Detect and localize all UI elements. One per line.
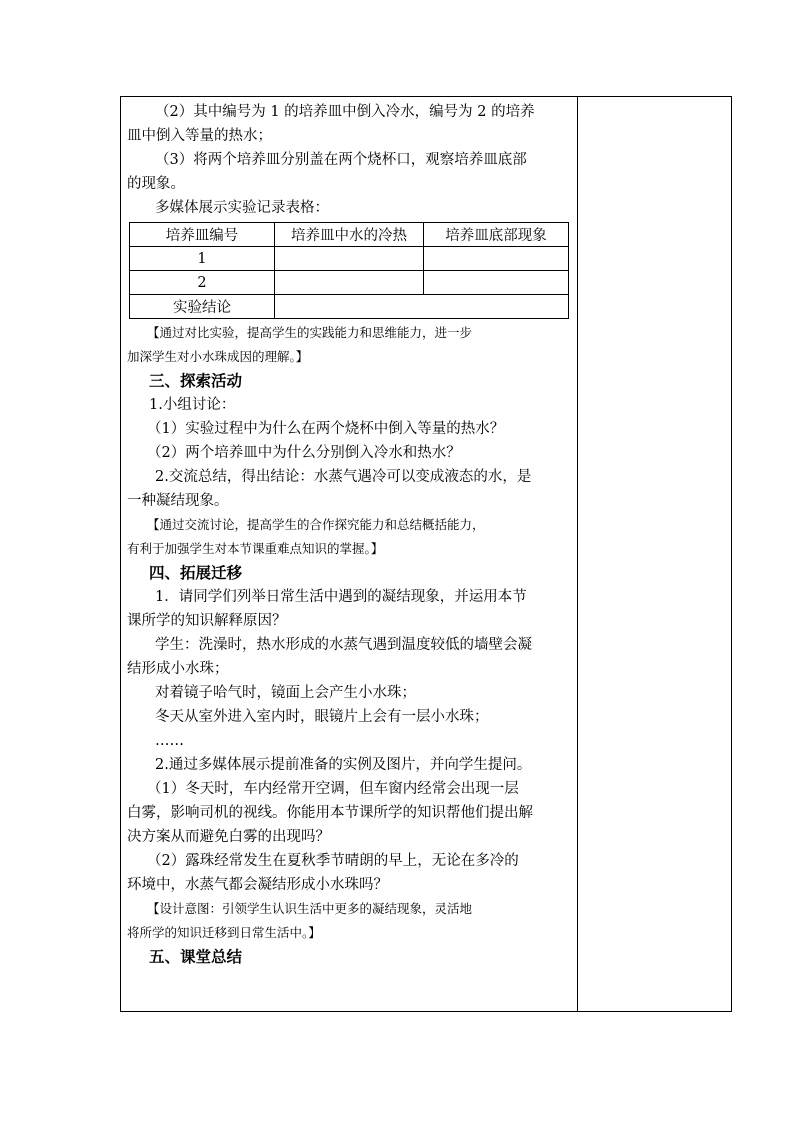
ellipsis: ……: [155, 733, 184, 749]
design-note-3-line-2: 将所学的知识迁移到日常生活中。】: [127, 925, 321, 940]
design-note-1-line-1: 【通过对比实验，提高学生的实践能力和思维能力，进一步: [147, 325, 473, 340]
question-2: （2）两个培养皿中为什么分别倒入冷水和热水？: [147, 445, 461, 461]
table-row: [130, 271, 569, 295]
column-divider: [577, 97, 578, 1011]
conclusion-label: 实验结论: [130, 295, 275, 319]
example-glasses: 冬天从室外进入室内时，眼镜片上会有一层小水珠；: [155, 709, 489, 725]
extension-2: 2.通过多媒体展示提前准备的实例及图片，并向学生提问。: [155, 757, 532, 773]
summary-line-2: 一种凝结现象。: [127, 493, 229, 509]
dew-question-line-2: 环境中，水蒸气都会凝结形成小水珠吗？: [127, 877, 388, 893]
winter-question-line-1: （1）冬天时，车内经常开空调，但车窗内经常会出现一层: [147, 781, 519, 797]
table-intro: 多媒体展示实验记录表格：: [155, 200, 329, 216]
row-1-phenomenon: [424, 247, 569, 271]
extension-1-line-1: 1．请同学们列举日常生活中遇到的凝结现象，并运用本节: [155, 589, 527, 605]
group-discussion: 1.小组讨论：: [149, 397, 236, 413]
row-1-temp: [275, 247, 424, 271]
student-answer-line-1: 学生：洗澡时，热水形成的水蒸气遇到温度较低的墙壁会凝: [155, 637, 532, 653]
row-2-temp: [275, 271, 424, 295]
row-1-number: 1: [130, 247, 275, 271]
design-note-3-line-1: 【设计意图：引领学生认识生活中更多的凝结现象，灵活地: [147, 901, 473, 916]
row-2-phenomenon: [424, 271, 569, 295]
extension-1-line-2: 课所学的知识解释原因？: [127, 613, 287, 629]
experiment-record-table: [129, 222, 569, 319]
student-answer-line-2: 结形成小水珠；: [127, 661, 229, 677]
header-bottom-phenomenon: 培养皿底部现象: [424, 223, 569, 247]
step-3-line-2: 的现象。: [127, 176, 185, 192]
section-3-heading: 三、探索活动: [149, 371, 243, 390]
winter-question-line-3: 决方案从而避免白雾的出现吗？: [127, 829, 330, 845]
header-dish-number: 培养皿编号: [130, 223, 275, 247]
example-mirror: 对着镜子哈气时，镜面上会产生小水珠；: [155, 685, 416, 701]
row-2-number: 2: [130, 271, 275, 295]
section-4-heading: 四、拓展迁移: [149, 563, 243, 582]
section-5-heading: 五、课堂总结: [149, 947, 243, 966]
lesson-content: [127, 100, 573, 969]
header-water-temp: 培养皿中水的冷热: [275, 223, 424, 247]
dew-question-line-1: （2）露珠经常发生在夏秋季节晴朗的早上，无论在多冷的: [147, 853, 519, 869]
step-2-line-2: 皿中倒入等量的热水；: [127, 128, 272, 144]
step-3-line-1: （3）将两个培养皿分别盖在两个烧杯口，观察培养皿底部: [155, 152, 527, 168]
design-note-2-line-1: 【通过交流讨论，提高学生的合作探究能力和总结概括能力，: [147, 517, 485, 532]
table-conclusion-row: [130, 295, 569, 319]
question-1: （1）实验过程中为什么在两个烧杯中倒入等量的热水？: [147, 421, 505, 437]
lesson-plan-table: [120, 96, 732, 1012]
step-2-line-1: （2）其中编号为 1 的培养皿中倒入冷水，编号为 2 的培养: [155, 104, 535, 120]
table-row: [130, 247, 569, 271]
design-note-2-line-2: 有利于加强学生对本节课重难点知识的掌握。】: [127, 541, 384, 556]
summary-line-1: 2.交流总结，得出结论：水蒸气遇冷可以变成液态的水，是: [155, 469, 532, 485]
table-header-row: [130, 223, 569, 247]
winter-question-line-2: 白雾，影响司机的视线。你能用本节课所学的知识帮他们提出解: [127, 805, 533, 821]
conclusion-value: [275, 295, 569, 319]
design-note-1-line-2: 加深学生对小水珠成因的理解。】: [127, 349, 309, 364]
